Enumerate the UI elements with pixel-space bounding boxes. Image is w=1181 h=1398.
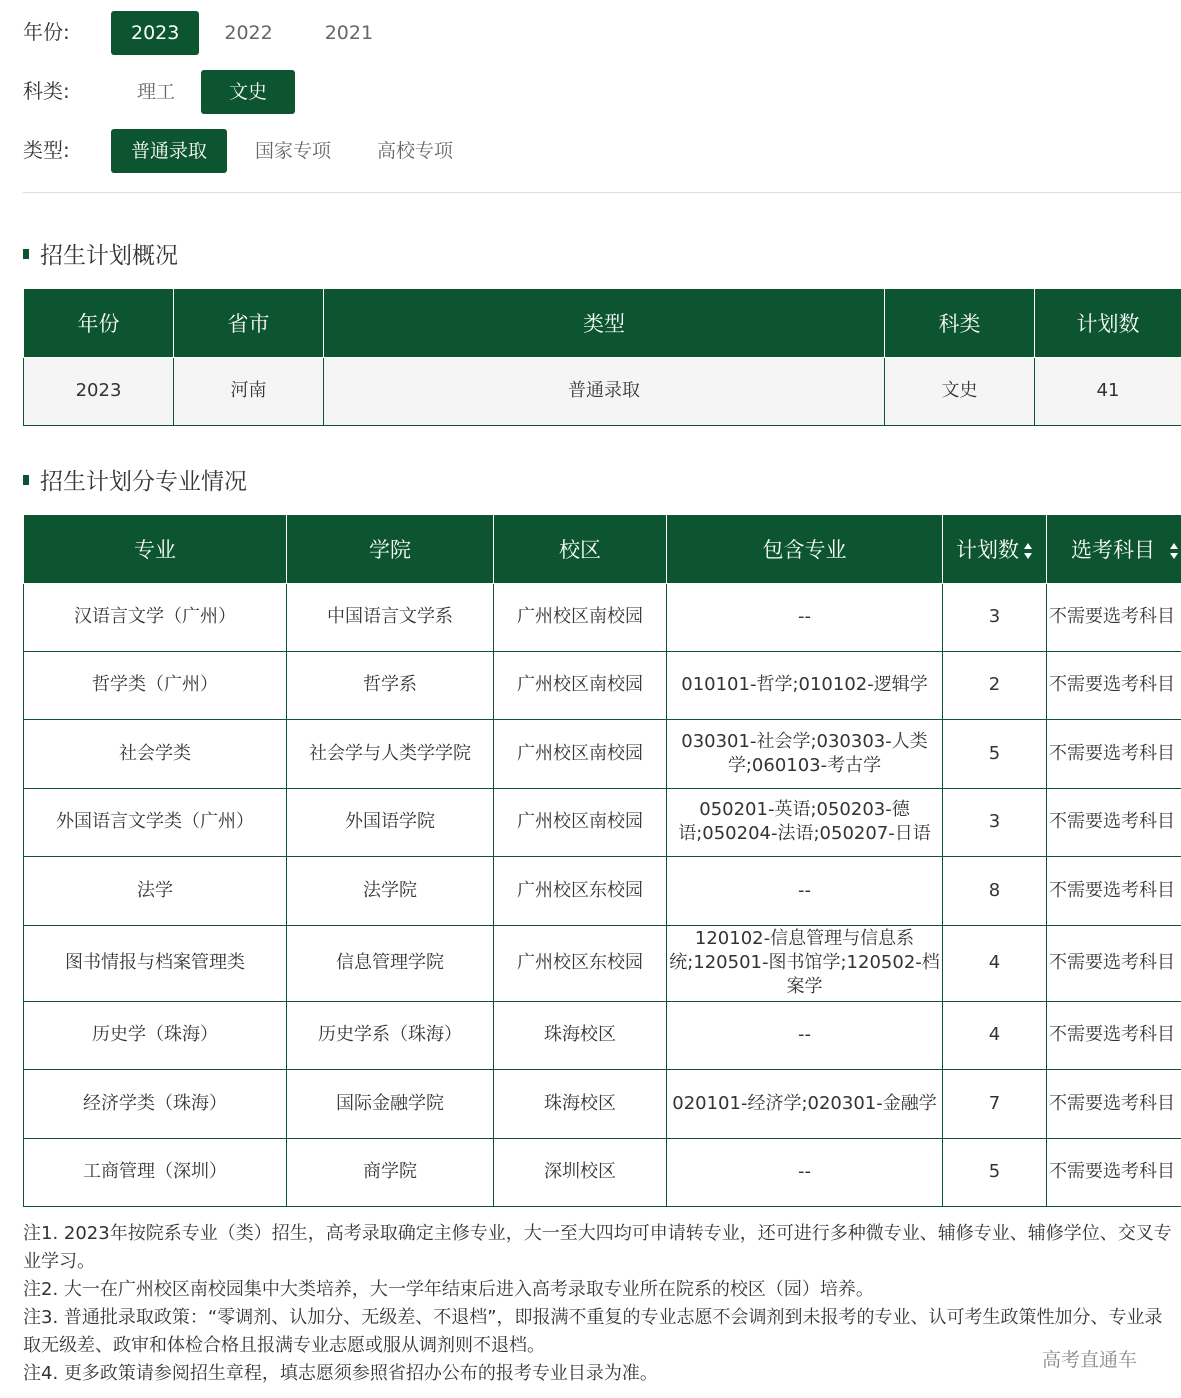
major-name: 经济学类（珠海） [24, 1069, 287, 1138]
campus-name: 广州校区南校园 [494, 651, 667, 719]
year-option-2023[interactable]: 2023 [111, 11, 199, 55]
table-row [24, 1138, 1181, 1206]
notes [23, 1220, 1173, 1388]
majors-header-major: 专业 [24, 515, 287, 583]
majors-header-campus: 校区 [494, 515, 667, 583]
major-name: 图书情报与档案管理类 [24, 925, 287, 1001]
major-name: 哲学类（广州） [24, 651, 287, 719]
included-majors: 050201-英语;050203-德语;050204-法语;050207-日语 [667, 788, 943, 856]
majors-section-title [23, 463, 247, 496]
college-name: 历史学系（珠海） [287, 1001, 494, 1069]
overview-header-plan-count: 计划数 [1035, 289, 1181, 357]
plan-count: 2 [943, 651, 1047, 719]
category-option-liberal-arts[interactable]: 文史 [201, 70, 295, 114]
college-name: 法学院 [287, 856, 494, 925]
category-filter-label: 科类: [23, 78, 70, 103]
type-option-national-special[interactable]: 国家专项 [255, 140, 332, 162]
year-filter-label: 年份: [23, 19, 70, 44]
majors-table [23, 515, 1181, 1207]
majors-title-text: 招生计划分专业情况 [40, 469, 247, 495]
sort-icon[interactable] [1023, 543, 1033, 559]
elective-subjects: 不需要选考科目 [1047, 583, 1181, 651]
plan-count-header-label: 计划数 [956, 537, 1019, 562]
overview-plan-count: 41 [1035, 357, 1181, 425]
category-option-science[interactable]: 理工 [137, 81, 176, 103]
overview-table [23, 289, 1181, 426]
category-filter [23, 70, 295, 114]
included-majors: 020101-经济学;020301-金融学 [667, 1069, 943, 1138]
elective-subjects: 不需要选考科目 [1047, 1001, 1181, 1069]
table-row [24, 651, 1181, 719]
majors-header-plan-count[interactable] [943, 515, 1047, 583]
campus-name: 广州校区南校园 [494, 583, 667, 651]
elective-subjects: 不需要选考科目 [1047, 925, 1181, 1001]
college-name: 外国语学院 [287, 788, 494, 856]
overview-header-province: 省市 [174, 289, 324, 357]
included-majors: -- [667, 856, 943, 925]
note-3: 注3. 普通批录取政策：“零调剂、认加分、无级差、不退档”，即报满不重复的专业志愿不会调剂到未报考的专业、认可考生政策性加分、专业录取无级差、政审和体检合格且报满专业志愿或服从调剂则不退档。 [23, 1307, 1163, 1356]
plan-count: 8 [943, 856, 1047, 925]
included-majors: 010101-哲学;010102-逻辑学 [667, 651, 943, 719]
major-name: 汉语言文学（广州） [24, 583, 287, 651]
filter-divider [23, 192, 1181, 193]
plan-count: 7 [943, 1069, 1047, 1138]
year-filter [23, 11, 393, 55]
campus-name: 深圳校区 [494, 1138, 667, 1206]
table-row [24, 719, 1181, 788]
college-name: 国际金融学院 [287, 1069, 494, 1138]
overview-header-type: 类型 [324, 289, 885, 357]
table-row [24, 856, 1181, 925]
overview-title-text: 招生计划概况 [40, 243, 178, 269]
included-majors: -- [667, 1001, 943, 1069]
campus-name: 广州校区南校园 [494, 719, 667, 788]
included-majors: -- [667, 583, 943, 651]
sort-icon[interactable] [1169, 543, 1179, 559]
section-marker-icon [23, 249, 29, 259]
campus-name: 广州校区南校园 [494, 788, 667, 856]
overview-header-category: 科类 [885, 289, 1035, 357]
elective-subjects: 不需要选考科目 [1047, 1138, 1181, 1206]
overview-header-row [24, 289, 1181, 357]
watermark: 高考直通车 [1042, 1349, 1138, 1371]
overview-header-year: 年份 [24, 289, 174, 357]
plan-count: 5 [943, 1138, 1047, 1206]
table-row [24, 1069, 1181, 1138]
type-filter [23, 129, 473, 173]
majors-header-included-majors: 包含专业 [667, 515, 943, 583]
plan-count: 3 [943, 583, 1047, 651]
major-name: 外国语言文学类（广州） [24, 788, 287, 856]
included-majors: 030301-社会学;030303-人类学;060103-考古学 [667, 719, 943, 788]
major-name: 工商管理（深圳） [24, 1138, 287, 1206]
type-filter-label: 类型: [23, 137, 70, 162]
included-majors: -- [667, 1138, 943, 1206]
major-name: 法学 [24, 856, 287, 925]
subjects-header-label: 选考科目 [1071, 537, 1155, 562]
campus-name: 广州校区东校园 [494, 925, 667, 1001]
college-name: 商学院 [287, 1138, 494, 1206]
overview-row [24, 357, 1181, 425]
majors-header-subjects[interactable] [1047, 515, 1181, 583]
campus-name: 珠海校区 [494, 1001, 667, 1069]
elective-subjects: 不需要选考科目 [1047, 788, 1181, 856]
overview-category: 文史 [885, 357, 1035, 425]
note-2: 注2. 大一在广州校区南校园集中大类培养，大一学年结束后进入高考录取专业所在院系的校区（园）培养。 [23, 1279, 874, 1300]
note-4: 注4. 更多政策请参阅招生章程，填志愿须参照省招办公布的报考专业目录为准。 [23, 1363, 658, 1384]
plan-count: 5 [943, 719, 1047, 788]
elective-subjects: 不需要选考科目 [1047, 1069, 1181, 1138]
type-option-college-special[interactable]: 高校专项 [377, 140, 454, 162]
section-marker-icon [23, 475, 29, 485]
year-option-2021[interactable]: 2021 [324, 22, 374, 44]
note-1: 注1. 2023年按院系专业（类）招生，高考录取确定主修专业，大一至大四均可申请转专业，还可进行多种微专业、辅修专业、辅修学位、交叉专业学习。 [23, 1223, 1172, 1272]
college-name: 信息管理学院 [287, 925, 494, 1001]
plan-count: 4 [943, 925, 1047, 1001]
table-row [24, 788, 1181, 856]
college-name: 中国语言文学系 [287, 583, 494, 651]
included-majors: 120102-信息管理与信息系统;120501-图书馆学;120502-档案学 [667, 925, 943, 1001]
year-option-2022[interactable]: 2022 [224, 22, 273, 44]
campus-name: 珠海校区 [494, 1069, 667, 1138]
elective-subjects: 不需要选考科目 [1047, 719, 1181, 788]
college-name: 社会学与人类学学院 [287, 719, 494, 788]
major-name: 社会学类 [24, 719, 287, 788]
type-option-regular[interactable]: 普通录取 [111, 129, 227, 173]
college-name: 哲学系 [287, 651, 494, 719]
elective-subjects: 不需要选考科目 [1047, 651, 1181, 719]
overview-province: 河南 [174, 357, 324, 425]
majors-header-row [24, 515, 1181, 583]
majors-header-college: 学院 [287, 515, 494, 583]
overview-year: 2023 [24, 357, 174, 425]
table-row [24, 925, 1181, 1001]
overview-type: 普通录取 [324, 357, 885, 425]
plan-count: 3 [943, 788, 1047, 856]
major-name: 历史学（珠海） [24, 1001, 287, 1069]
campus-name: 广州校区东校园 [494, 856, 667, 925]
table-row [24, 1001, 1181, 1069]
table-row [24, 583, 1181, 651]
overview-section-title [23, 237, 178, 270]
elective-subjects: 不需要选考科目 [1047, 856, 1181, 925]
plan-count: 4 [943, 1001, 1047, 1069]
